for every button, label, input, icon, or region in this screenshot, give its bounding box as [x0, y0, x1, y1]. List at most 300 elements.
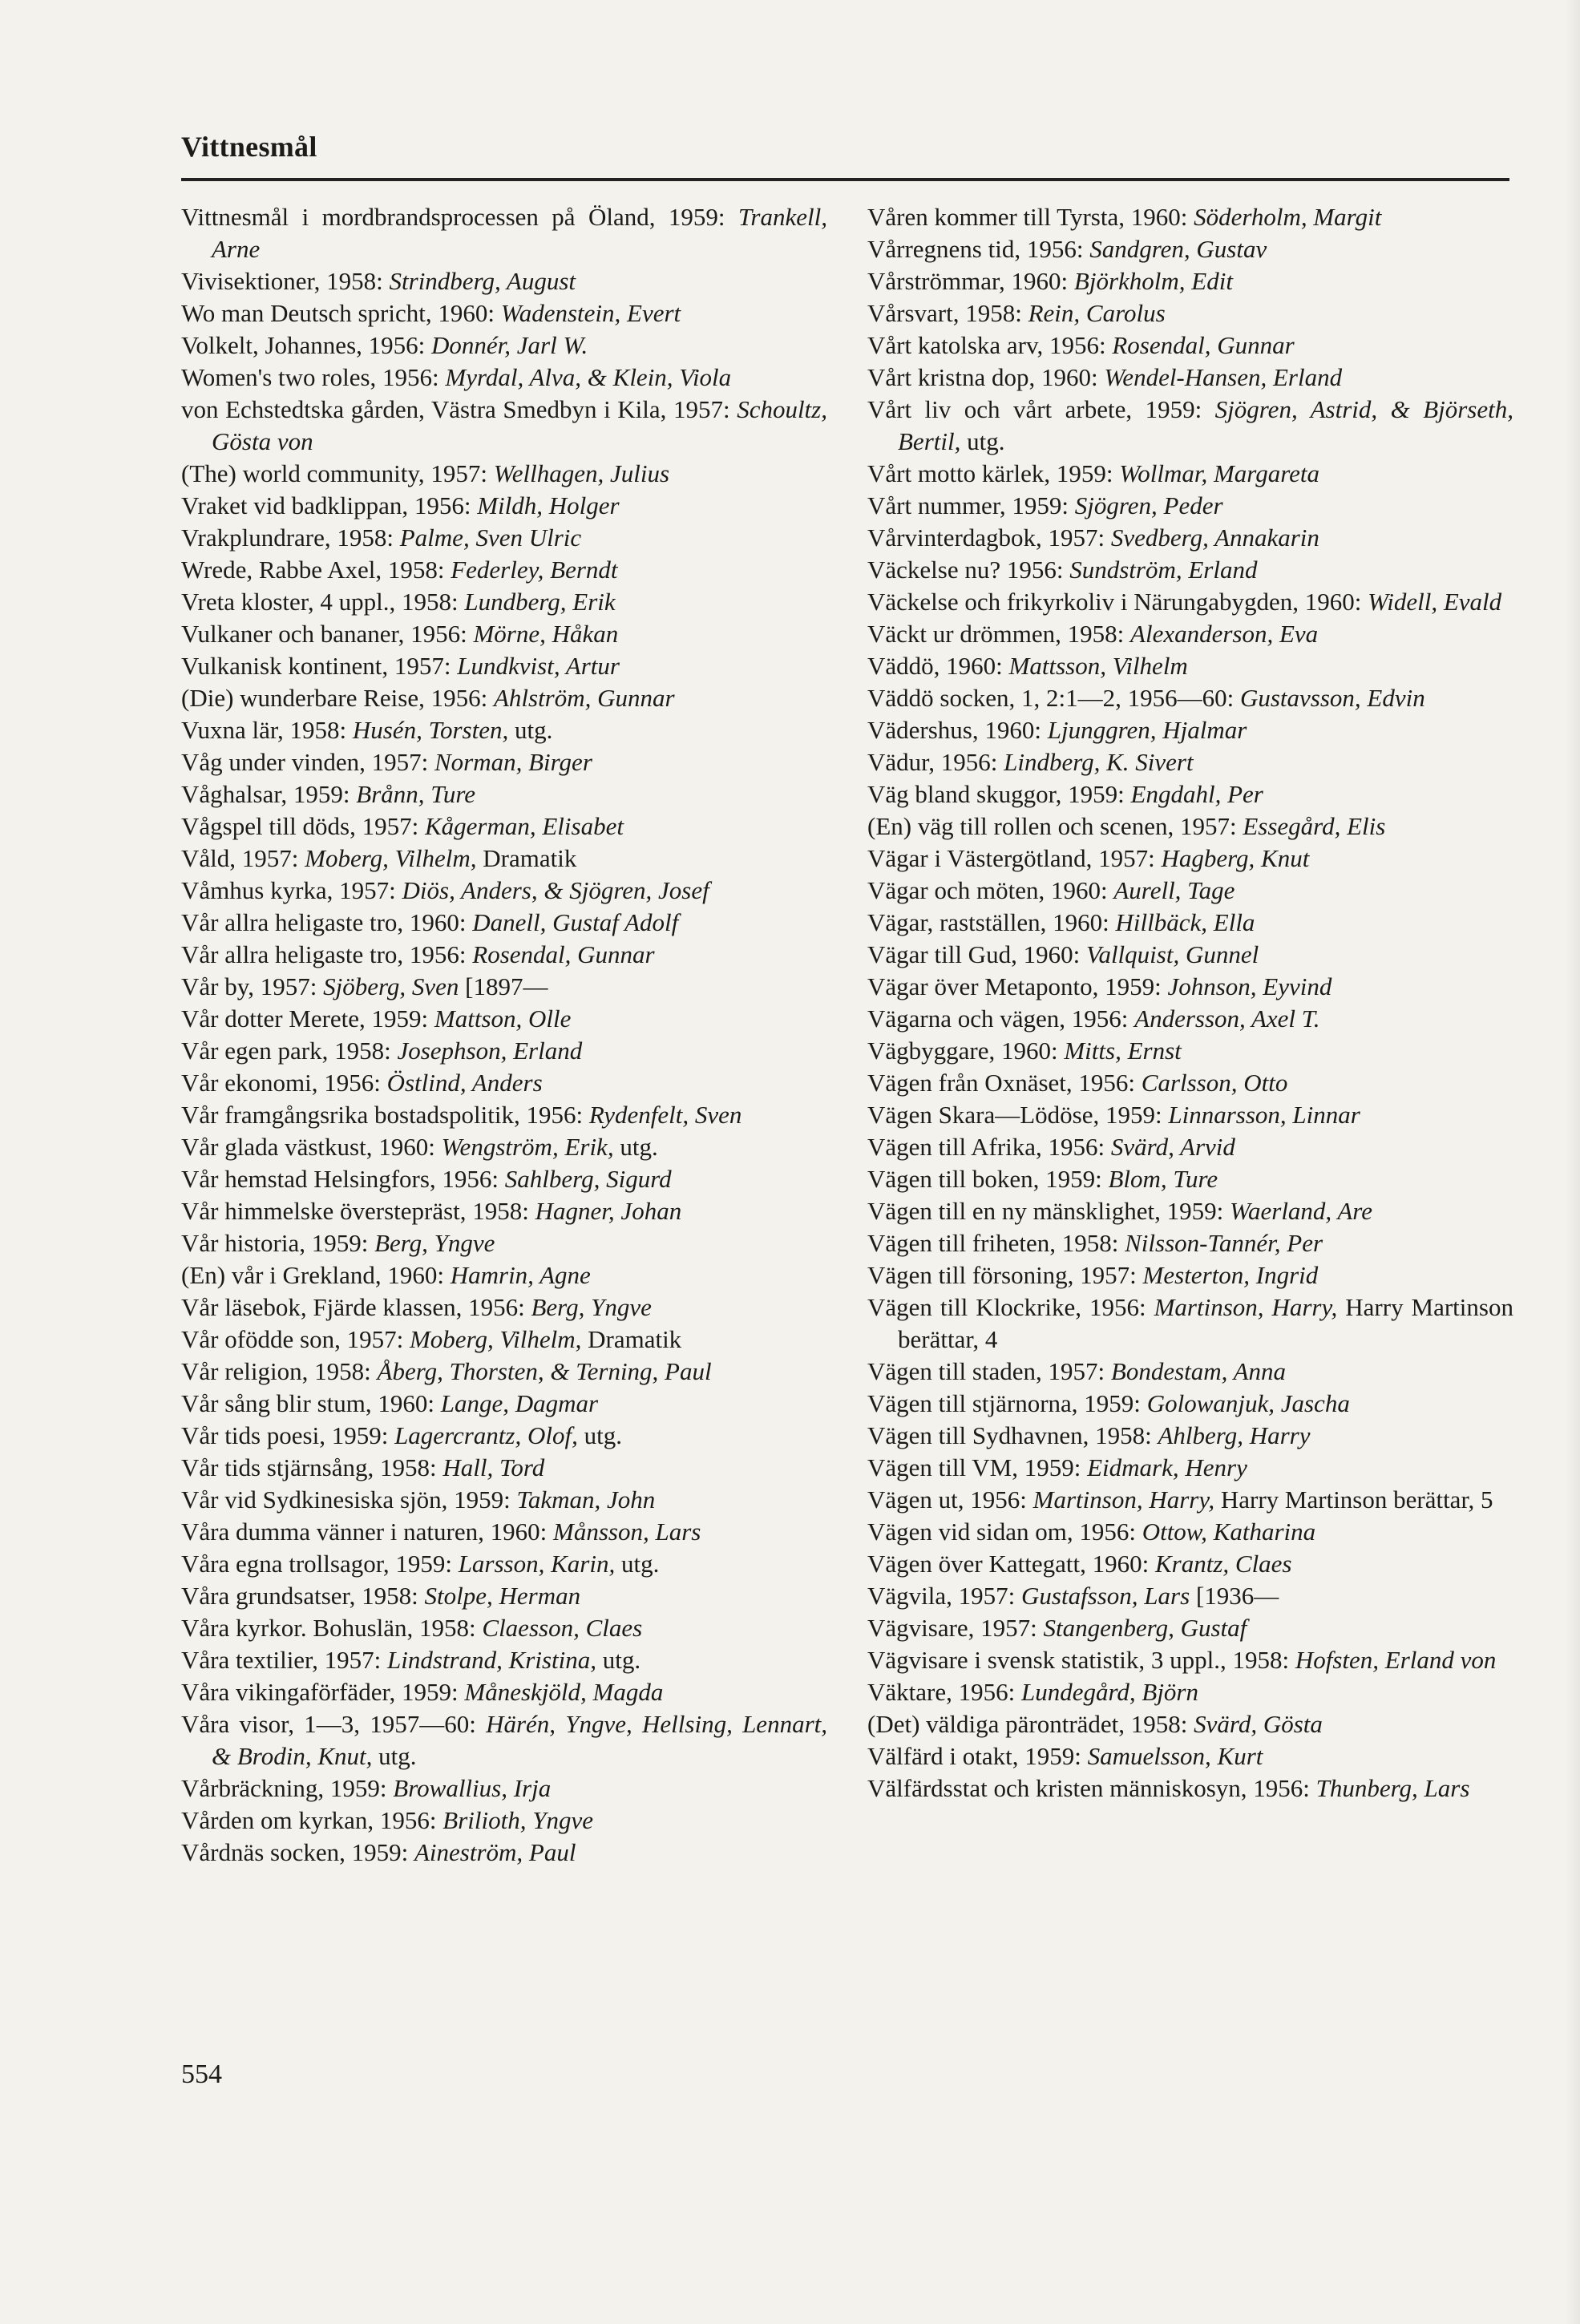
entry-author: Lundberg, Erik [464, 588, 616, 616]
entry-title: Vägar, rastställen, 1960: [867, 908, 1116, 936]
index-entry [867, 778, 1513, 810]
index-entry [181, 329, 827, 362]
index-entry [867, 522, 1513, 554]
entry-author: Hofsten, Erland von [1295, 1646, 1497, 1674]
entry-author: Blom, Ture [1108, 1165, 1218, 1193]
index-entry [181, 1644, 827, 1676]
entry-author: Rydenfelt, Sven [588, 1101, 742, 1129]
entry-title: Väckelse och frikyrkoliv i Närungabygden, 1960: [867, 588, 1368, 616]
entry-author: Hagberg, Knut [1161, 844, 1310, 872]
entry-title: Välfärd i otakt, 1959: [867, 1742, 1088, 1770]
entry-author: Strindberg, August [389, 267, 576, 295]
index-entry [181, 907, 827, 939]
index-entry [181, 778, 827, 810]
index-entry [867, 714, 1513, 746]
entry-author: Bondestam, Anna [1110, 1357, 1287, 1385]
entry-author: Sjögren, Peder [1074, 491, 1223, 519]
entry-title: Vittnesmål i mordbrandsprocessen på Öland, 1959: [181, 203, 738, 231]
index-entry [867, 1548, 1513, 1580]
index-entry [867, 554, 1513, 586]
entry-title: (En) väg till rollen och scenen, 1957: [867, 812, 1243, 840]
entry-title: Våra vikingaförfäder, 1959: [181, 1678, 465, 1706]
entry-author: Danell, Gustaf Adolf [472, 908, 679, 936]
entry-author: Svedberg, Annakarin [1110, 523, 1319, 552]
entry-author: Waerland, Are [1230, 1197, 1372, 1225]
entry-title: Vårvinterdagbok, 1957: [867, 523, 1111, 552]
index-entry [181, 1195, 827, 1227]
entry-author: Sundström, Erland [1069, 556, 1258, 584]
entry-author: Wengström, Erik, [441, 1133, 614, 1161]
index-entry [867, 1356, 1513, 1388]
entry-title: Vägarna och vägen, 1956: [867, 1004, 1135, 1033]
entry-title: Vägen från Oxnäset, 1956: [867, 1069, 1142, 1097]
index-entry [867, 971, 1513, 1003]
entry-title: Våghalsar, 1959: [181, 780, 357, 808]
entry-author: Björkholm, Edit [1073, 267, 1233, 295]
entry-author: Mattsson, Vilhelm [1008, 652, 1188, 680]
entry-title: Vädur, 1956: [867, 748, 1004, 776]
entry-author: Östlind, Anders [386, 1069, 543, 1097]
entry-author: Diös, Anders, & Sjögren, Josef [402, 876, 709, 904]
entry-author: Sjöberg, Sven [323, 972, 459, 1000]
index-entry [181, 1099, 827, 1131]
index-entry [867, 1516, 1513, 1548]
page-number: 554 [181, 2059, 222, 2089]
entry-title: Volkelt, Johannes, 1956: [181, 331, 431, 359]
entry-author: Engdahl, Per [1130, 780, 1263, 808]
index-entry [181, 939, 827, 971]
entry-title: Våg under vinden, 1957: [181, 748, 434, 776]
entry-author: Browallius, Irja [393, 1774, 552, 1802]
entry-title: Vårt liv och vårt arbete, 1959: [867, 395, 1215, 423]
entry-suffix: utg. [372, 1742, 417, 1770]
entry-author: Brånn, Ture [356, 780, 475, 808]
index-entry [867, 362, 1513, 394]
entry-author: Moberg, Vilhelm, [305, 844, 477, 872]
entry-author: Svärd, Gösta [1194, 1710, 1323, 1738]
entry-title: Vulkanisk kontinent, 1957: [181, 652, 458, 680]
entry-title: Vår by, 1957: [181, 972, 324, 1000]
entry-author: Mitts, Ernst [1064, 1037, 1182, 1065]
index-entry [181, 971, 827, 1003]
entry-author: Wendel-Hansen, Erland [1104, 363, 1343, 391]
entry-suffix: utg. [596, 1646, 641, 1674]
entry-title: (Die) wunderbare Reise, 1956: [181, 684, 494, 712]
index-entry [181, 875, 827, 907]
entry-author: Rosendal, Gunnar [472, 940, 655, 968]
entry-author: Lindstrand, Kristina, [387, 1646, 597, 1674]
entry-title: Vår glada västkust, 1960: [181, 1133, 442, 1161]
entry-title: Vårt kristna dop, 1960: [867, 363, 1105, 391]
index-entry [867, 458, 1513, 490]
entry-title: Våra visor, 1—3, 1957—60: [181, 1710, 487, 1738]
entry-title: Vägbyggare, 1960: [867, 1037, 1065, 1065]
index-entry [181, 810, 827, 843]
index-entry [867, 907, 1513, 939]
entry-title: Vulkaner och bananer, 1956: [181, 620, 474, 648]
index-entry [867, 1003, 1513, 1035]
entry-author: Myrdal, Alva, & Klein, Viola [445, 363, 732, 391]
index-entry [867, 1484, 1513, 1516]
entry-title: Vägen ut, 1956: [867, 1485, 1033, 1514]
entry-title: Vårt motto kärlek, 1959: [867, 459, 1120, 487]
index-entry [181, 1580, 827, 1612]
index-entry [181, 1003, 827, 1035]
index-entry [181, 362, 827, 394]
entry-author: Måneskjöld, Magda [464, 1678, 664, 1706]
entry-author: Ljunggren, Hjalmar [1047, 716, 1247, 744]
entry-author: Claesson, Claes [482, 1614, 643, 1642]
entry-title: Wrede, Rabbe Axel, 1958: [181, 556, 451, 584]
index-entry [181, 1772, 827, 1805]
entry-author: Hagner, Johan [535, 1197, 682, 1225]
entry-title: Vårströmmar, 1960: [867, 267, 1074, 295]
index-entry [867, 1772, 1513, 1805]
index-entry [867, 1708, 1513, 1740]
entry-title: Vår vid Sydkinesiska sjön, 1959: [181, 1485, 517, 1514]
entry-title: Vägen till försoning, 1957: [867, 1261, 1143, 1289]
index-entry [867, 1612, 1513, 1644]
entry-author: Mildh, Holger [477, 491, 620, 519]
index-entry [181, 682, 827, 714]
entry-title: Vår allra heligaste tro, 1960: [181, 908, 473, 936]
entry-title: Våmhus kyrka, 1957: [181, 876, 402, 904]
index-entry [181, 1067, 827, 1099]
entry-title: Vägen till friheten, 1958: [867, 1229, 1125, 1257]
entry-suffix: utg. [960, 427, 1005, 455]
entry-title: Vår framgångsrika bostadspolitik, 1956: [181, 1101, 589, 1129]
entry-author: Sahlberg, Sigurd [504, 1165, 672, 1193]
entry-title: (En) vår i Grekland, 1960: [181, 1261, 451, 1289]
index-entry [181, 1516, 827, 1548]
entry-author: Rein, Carolus [1028, 299, 1166, 327]
entry-suffix: Harry Martinson berättar, 4 [898, 1293, 1513, 1353]
index-entry [181, 265, 827, 297]
entry-author: Söderholm, Margit [1194, 203, 1382, 231]
index-entry [181, 714, 827, 746]
index-entry [867, 1676, 1513, 1708]
entry-author: Linnarsson, Linnar [1168, 1101, 1360, 1129]
entry-title: Vår historia, 1959: [181, 1229, 375, 1257]
entry-title: Vägen Skara—Lödöse, 1959: [867, 1101, 1169, 1129]
entry-title: Vår religion, 1958: [181, 1357, 378, 1385]
index-entry [867, 1163, 1513, 1195]
entry-title: Vägen till stjärnorna, 1959: [867, 1389, 1147, 1417]
index-entry [867, 746, 1513, 778]
entry-title: Våren kommer till Tyrsta, 1960: [867, 203, 1194, 231]
entry-title: Vår ekonomi, 1956: [181, 1069, 387, 1097]
index-entry [867, 939, 1513, 971]
entry-title: Vreta kloster, 4 uppl., 1958: [181, 588, 465, 616]
index-entry [181, 297, 827, 329]
entry-title: Vägen till Afrika, 1956: [867, 1133, 1111, 1161]
entry-suffix: utg. [613, 1133, 658, 1161]
index-entry [181, 1452, 827, 1484]
entry-title: Vrakplundrare, 1958: [181, 523, 400, 552]
entry-title: Wo man Deutsch spricht, 1960: [181, 299, 501, 327]
entry-suffix: utg. [615, 1550, 660, 1578]
index-entry [867, 586, 1513, 618]
entry-author: Lange, Dagmar [440, 1389, 599, 1417]
entry-title: Våra dumma vänner i naturen, 1960: [181, 1518, 553, 1546]
entry-title: Vivisektioner, 1958: [181, 267, 390, 295]
entry-author: Alexanderson, Eva [1130, 620, 1319, 648]
entry-author: Stangenberg, Gustaf [1043, 1614, 1247, 1642]
entry-title: Vårregnens tid, 1956: [867, 235, 1090, 263]
entry-author: Berg, Yngve [531, 1293, 652, 1321]
entry-title: Vår hemstad Helsingfors, 1956: [181, 1165, 505, 1193]
page-edge-shade [1566, 0, 1580, 2324]
entry-title: Vägar till Gud, 1960: [867, 940, 1086, 968]
entry-title: Vårsvart, 1958: [867, 299, 1028, 327]
entry-author: Gustavsson, Edvin [1239, 684, 1425, 712]
entry-title: Vägen vid sidan om, 1956: [867, 1518, 1142, 1546]
entry-author: Lundegård, Björn [1020, 1678, 1198, 1706]
entry-suffix: Harry Martinson berättar, 5 [1214, 1485, 1493, 1514]
entry-title: Vårbräckning, 1959: [181, 1774, 394, 1802]
entry-author: Mattson, Olle [434, 1004, 572, 1033]
entry-author: Gustafsson, Lars [1021, 1582, 1190, 1610]
entry-author: Aineström, Paul [414, 1838, 576, 1866]
entry-title: Vården om kyrkan, 1956: [181, 1806, 443, 1834]
index-entry [181, 1837, 827, 1869]
index-entry [867, 1291, 1513, 1356]
entry-title: Women's two roles, 1956: [181, 363, 446, 391]
index-entry [867, 1259, 1513, 1291]
entry-title: Vår läsebok, Fjärde klassen, 1956: [181, 1293, 531, 1321]
index-entry [867, 650, 1513, 682]
index-entry [181, 1291, 827, 1324]
index-entry [867, 1099, 1513, 1131]
index-entry [867, 618, 1513, 650]
index-entry [181, 746, 827, 778]
entry-title: Vår ofödde son, 1957: [181, 1325, 410, 1353]
index-entry [867, 682, 1513, 714]
index-entry [867, 265, 1513, 297]
entry-title: Vårt nummer, 1959: [867, 491, 1075, 519]
entry-author: Federley, Berndt [451, 556, 618, 584]
index-entry [867, 1740, 1513, 1772]
entry-title: Vuxna lär, 1958: [181, 716, 353, 744]
index-entry [181, 1708, 827, 1772]
entry-author: Ahlberg, Harry [1158, 1421, 1311, 1449]
index-entry [867, 394, 1513, 458]
index-entry [181, 1356, 827, 1388]
entry-author: Moberg, Vilhelm, [409, 1325, 582, 1353]
entry-title: Vågspel till döds, 1957: [181, 812, 425, 840]
entry-title: Välfärdsstat och kristen människosyn, 1956: [867, 1774, 1316, 1802]
entry-title: (The) world community, 1957: [181, 459, 494, 487]
entry-author: Martinson, Harry, [1032, 1485, 1215, 1514]
index-entry [181, 1259, 827, 1291]
entry-author: Nilsson-Tannér, Per [1125, 1229, 1323, 1257]
entry-title: Väddö, 1960: [867, 652, 1009, 680]
index-column-left [181, 201, 827, 1869]
entry-author: Mesterton, Ingrid [1142, 1261, 1319, 1289]
index-entry [867, 875, 1513, 907]
entry-author: Krantz, Claes [1154, 1550, 1292, 1578]
entry-title: Vår tids poesi, 1959: [181, 1421, 395, 1449]
entry-author: Hall, Tord [442, 1453, 545, 1481]
entry-title: Väckt ur drömmen, 1958: [867, 620, 1131, 648]
index-entry [867, 297, 1513, 329]
entry-author: Husén, Torsten, [352, 716, 509, 744]
entry-author: Mörne, Håkan [473, 620, 619, 648]
entry-author: Lagercrantz, Olof, [394, 1421, 578, 1449]
entry-title: Våld, 1957: [181, 844, 305, 872]
index-entry [181, 1035, 827, 1067]
index-entry [867, 843, 1513, 875]
index-entry [867, 201, 1513, 233]
entry-author: Rosendal, Gunnar [1112, 331, 1295, 359]
entry-title: Vår egen park, 1958: [181, 1037, 398, 1065]
index-entry [181, 1484, 827, 1516]
entry-title: Vraket vid badklippan, 1956: [181, 491, 478, 519]
index-entry [181, 1805, 827, 1837]
entry-title: Vårdnäs socken, 1959: [181, 1838, 414, 1866]
entry-author: Donnér, Jarl W. [431, 331, 588, 359]
entry-suffix: Dramatik [581, 1325, 682, 1353]
entry-author: Kågerman, Elisabet [424, 812, 624, 840]
entry-author: Härén, Yngve, Hellsing, Lennart, & Brodin, Knut, [212, 1710, 827, 1770]
entry-author: Andersson, Axel T. [1134, 1004, 1320, 1033]
entry-title: Våra kyrkor. Bohuslän, 1958: [181, 1614, 483, 1642]
entry-author: Åberg, Thorsten, & Terning, Paul [377, 1357, 712, 1385]
entry-author: Johnson, Eyvind [1167, 972, 1332, 1000]
entry-author: Larsson, Karin, [458, 1550, 616, 1578]
index-entry [867, 1067, 1513, 1099]
index-entry [867, 233, 1513, 265]
entry-title: Vår sång blir stum, 1960: [181, 1389, 441, 1417]
index-entry [867, 1227, 1513, 1259]
index-entry [867, 1195, 1513, 1227]
entry-title: Vår tids stjärnsång, 1958: [181, 1453, 443, 1481]
index-entry [181, 1131, 827, 1163]
entry-author: Schoultz, Gösta von [212, 395, 827, 455]
entry-author: Eidmark, Henry [1087, 1453, 1247, 1481]
entry-title: Våra egna trollsagor, 1959: [181, 1550, 459, 1578]
index-entry [181, 650, 827, 682]
entry-title: Vägar över Metaponto, 1959: [867, 972, 1168, 1000]
entry-suffix: utg. [577, 1421, 622, 1449]
entry-author: Aurell, Tage [1113, 876, 1235, 904]
entry-title: Vägen till boken, 1959: [867, 1165, 1109, 1193]
entry-suffix: [1897— [459, 972, 548, 1000]
entry-suffix: utg. [508, 716, 553, 744]
entry-author: Ahlström, Gunnar [493, 684, 675, 712]
entry-title: Vädershus, 1960: [867, 716, 1048, 744]
entry-title: Vägar och möten, 1960: [867, 876, 1114, 904]
entry-author: Trankell, Arne [212, 203, 827, 263]
entry-title: Väckelse nu? 1956: [867, 556, 1070, 584]
index-entry [867, 1644, 1513, 1676]
index-entry [867, 1131, 1513, 1163]
entry-author: Sandgren, Gustav [1089, 235, 1267, 263]
index-entry [181, 490, 827, 522]
entry-suffix: [1936— [1190, 1582, 1279, 1610]
entry-title: Vägar i Västergötland, 1957: [867, 844, 1162, 872]
entry-title: Vägen till VM, 1959: [867, 1453, 1088, 1481]
entry-title: Våra textilier, 1957: [181, 1646, 388, 1674]
entry-title: Vägvisare i svensk statistik, 3 uppl., 1958: [867, 1646, 1295, 1674]
index-entry [867, 810, 1513, 843]
entry-author: Stolpe, Herman [424, 1582, 581, 1610]
index-entry [181, 1324, 827, 1356]
entry-author: Svärd, Arvid [1110, 1133, 1235, 1161]
index-entry [181, 1548, 827, 1580]
index-entry [867, 1035, 1513, 1067]
entry-author: Norman, Birger [434, 748, 592, 776]
entry-title: Vägvisare, 1957: [867, 1614, 1044, 1642]
entry-author: Takman, John [516, 1485, 656, 1514]
index-entry [181, 586, 827, 618]
entry-author: Josephson, Erland [397, 1037, 583, 1065]
entry-title: von Echstedtska gården, Västra Smedbyn i Kila, 1957: [181, 395, 737, 423]
entry-author: Golowanjuk, Jascha [1146, 1389, 1350, 1417]
entry-title: Vårt katolska arv, 1956: [867, 331, 1113, 359]
entry-author: Lundkvist, Artur [457, 652, 620, 680]
index-entry [181, 1388, 827, 1420]
entry-author: Essegård, Elis [1243, 812, 1386, 840]
entry-author: Sjögren, Astrid, & Björseth, Bertil, [898, 395, 1513, 455]
entry-author: Månsson, Lars [553, 1518, 701, 1546]
index-entry [181, 1163, 827, 1195]
entry-title: Vägen till Klockrike, 1956: [867, 1293, 1154, 1321]
entry-author: Carlsson, Otto [1141, 1069, 1288, 1097]
index-entry [867, 1420, 1513, 1452]
entry-author: Hamrin, Agne [450, 1261, 591, 1289]
index-entry [181, 522, 827, 554]
entry-author: Hillbäck, Ella [1115, 908, 1255, 936]
entry-title: Vägvila, 1957: [867, 1582, 1021, 1610]
entry-author: Wadenstein, Evert [500, 299, 681, 327]
entry-author: Wollmar, Margareta [1119, 459, 1319, 487]
running-header: Vittnesmål [181, 131, 317, 163]
index-entry [181, 394, 827, 458]
index-entry [181, 554, 827, 586]
entry-title: Vägen till staden, 1957: [867, 1357, 1111, 1385]
entry-author: Lindberg, K. Sivert [1004, 748, 1194, 776]
entry-author: Wellhagen, Julius [493, 459, 670, 487]
entry-author: Palme, Sven Ulric [399, 523, 582, 552]
entry-title: Vår dotter Merete, 1959: [181, 1004, 434, 1033]
entry-title: Väg bland skuggor, 1959: [867, 780, 1131, 808]
index-entry [181, 458, 827, 490]
entry-title: Vägen till en ny mänsklighet, 1959: [867, 1197, 1230, 1225]
index-entry [867, 1388, 1513, 1420]
entry-author: Martinson, Harry, [1154, 1293, 1338, 1321]
entry-title: Vägen till Sydhavnen, 1958: [867, 1421, 1158, 1449]
index-entry [867, 1452, 1513, 1484]
entry-author: Brilioth, Yngve [442, 1806, 594, 1834]
header-rule [181, 178, 1509, 181]
entry-title: (Det) väldiga päronträdet, 1958: [867, 1710, 1194, 1738]
index-entry [867, 329, 1513, 362]
entry-author: Ottow, Katharina [1142, 1518, 1316, 1546]
entry-suffix: Dramatik [476, 844, 577, 872]
entry-author: Thunberg, Lars [1315, 1774, 1470, 1802]
index-entry [181, 1420, 827, 1452]
entry-title: Vår himmelske överstepräst, 1958: [181, 1197, 535, 1225]
entry-author: Vallquist, Gunnel [1085, 940, 1259, 968]
index-entry [181, 1676, 827, 1708]
entry-title: Väktare, 1956: [867, 1678, 1021, 1706]
entry-title: Vår allra heligaste tro, 1956: [181, 940, 473, 968]
index-entry [867, 1580, 1513, 1612]
index-entry [867, 490, 1513, 522]
index-entry [181, 843, 827, 875]
index-entry [181, 201, 827, 265]
